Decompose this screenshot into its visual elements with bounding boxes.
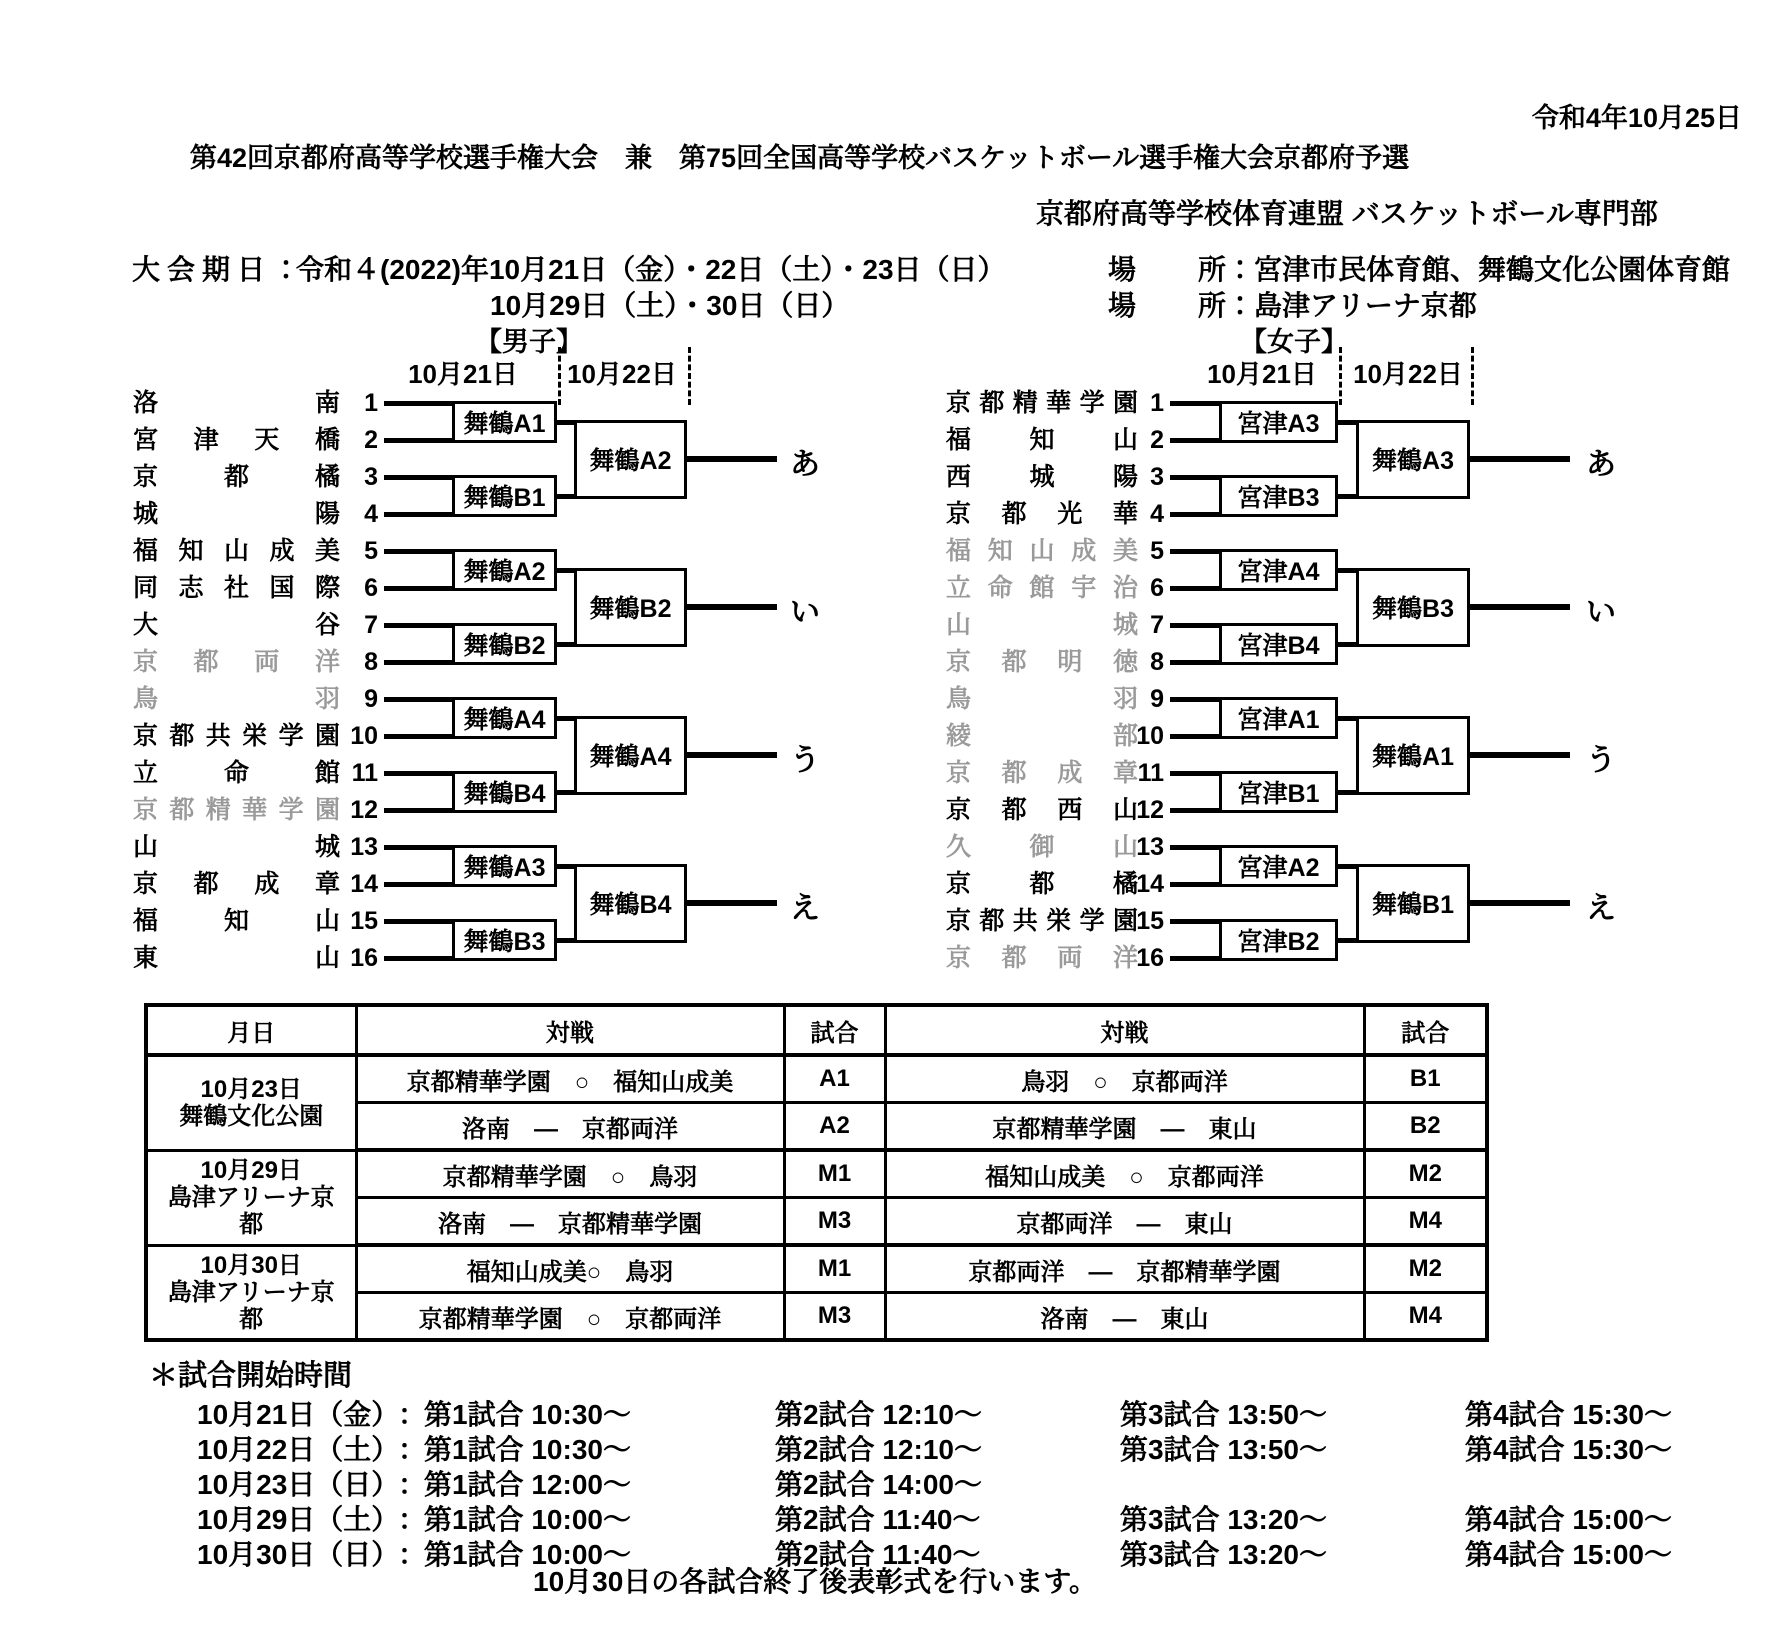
document-date: 令和4年10月25日 <box>1531 103 1742 133</box>
table-header-cell: 対戦 <box>885 1005 1364 1055</box>
round-date-header-2: 10月22日 <box>1353 359 1463 389</box>
round1-game-label: 宮津B4 <box>1237 632 1320 660</box>
round1-game-label: 舞鶴A2 <box>463 558 546 586</box>
time-entry: 第2試合 12:10～ <box>775 1434 982 1465</box>
round1-game-box <box>1219 845 1338 887</box>
time-date: 10月22日（土） <box>197 1434 400 1465</box>
round2-game-box <box>574 420 687 499</box>
round1-game-label: 宮津A1 <box>1237 706 1320 734</box>
team-name: 京 都 明 徳 <box>946 648 1138 676</box>
round-date-header-2: 10月22日 <box>567 359 677 389</box>
schedule-table <box>144 1003 1489 1342</box>
time-separator: ： <box>398 1399 427 1430</box>
team-seed: 7 <box>1150 611 1164 639</box>
time-entry: 第1試合 10:00～ <box>424 1539 631 1570</box>
time-entry: 第4試合 15:00～ <box>1465 1504 1672 1535</box>
final-slot-label: え <box>790 891 820 925</box>
round1-game-box <box>1219 623 1338 665</box>
table-header-cell: 試合 <box>784 1005 885 1055</box>
table-header-cell: 月日 <box>146 1005 356 1055</box>
team-name: 京 都 橘 <box>946 870 1138 898</box>
time-date: 10月21日（金） <box>197 1399 400 1430</box>
match-cell: 福知山成美○ 鳥羽 <box>356 1245 784 1293</box>
round1-game-box <box>452 401 557 443</box>
final-slot-label: い <box>790 595 820 629</box>
time-entry: 第2試合 12:10～ <box>775 1399 982 1430</box>
team-seed: 13 <box>350 833 378 861</box>
team-name: 東 山 <box>133 944 340 972</box>
team-name: 立 命 館 <box>133 759 340 787</box>
team-name: 京 都 共 栄 学 園 <box>133 722 340 750</box>
table-header-cell: 試合 <box>1364 1005 1487 1055</box>
round2-game-label: 舞鶴B3 <box>1372 595 1454 623</box>
round1-game-box <box>1219 771 1338 813</box>
round2-game-label: 舞鶴B4 <box>589 891 672 919</box>
round1-game-label: 宮津B3 <box>1237 484 1320 512</box>
team-seed: 15 <box>350 907 378 935</box>
round1-game-label: 舞鶴A1 <box>463 410 546 438</box>
round1-game-label: 舞鶴B2 <box>463 632 546 660</box>
table-row <box>146 1245 1487 1293</box>
table-header-cell: 対戦 <box>356 1005 784 1055</box>
match-cell: 京都精華学園 ○ 福知山成美 <box>356 1055 784 1103</box>
game-code-cell: M2 <box>1364 1150 1487 1198</box>
round1-game-label: 宮津B2 <box>1237 928 1320 956</box>
column-divider <box>558 347 561 405</box>
final-line <box>1470 456 1570 462</box>
team-seed: 10 <box>1136 722 1164 750</box>
match-cell: 洛南 ― 京都両洋 <box>356 1103 784 1151</box>
schedule-label: 大会期日： <box>132 254 308 285</box>
round2-game-label: 舞鶴A2 <box>589 447 672 475</box>
team-seed: 11 <box>1137 759 1164 787</box>
round1-game-label: 宮津A4 <box>1237 558 1320 586</box>
team-seed: 15 <box>1136 907 1164 935</box>
final-slot-label: あ <box>1586 447 1616 481</box>
round1-game-label: 舞鶴B4 <box>463 780 546 808</box>
schedule-dates-1: 令和４(2022)年10月21日（金）・22日（土）・23日（日） <box>296 254 1006 285</box>
team-seed: 2 <box>364 426 378 454</box>
team-name: 城 陽 <box>133 500 340 528</box>
round1-game-box <box>1219 475 1338 517</box>
time-entry: 第1試合 10:30～ <box>424 1399 631 1430</box>
round1-game-box <box>452 697 557 739</box>
game-code-cell: M4 <box>1364 1198 1487 1246</box>
round2-game-box <box>1356 716 1470 795</box>
match-cell: 京都精華学園 ○ 京都両洋 <box>356 1293 784 1341</box>
bracket-title: 【女子】 <box>1240 327 1348 357</box>
game-code-cell: A1 <box>784 1055 885 1103</box>
round2-game-box <box>1356 568 1470 647</box>
team-seed: 1 <box>1150 389 1164 417</box>
round1-game-label: 舞鶴A4 <box>463 706 546 734</box>
team-name: 宮 津 天 橋 <box>133 426 340 454</box>
final-slot-label: い <box>1586 595 1616 629</box>
round2-game-label: 舞鶴A1 <box>1372 743 1454 771</box>
team-name: 京 都 両 洋 <box>133 648 340 676</box>
organization: 京都府高等学校体育連盟 バスケットボール専門部 <box>1036 198 1658 229</box>
final-line <box>1470 604 1570 610</box>
team-seed: 13 <box>1136 833 1164 861</box>
team-seed: 3 <box>1150 463 1164 491</box>
final-line <box>1470 752 1570 758</box>
table-row <box>146 1150 1487 1198</box>
team-name: 同 志 社 国 際 <box>133 574 340 602</box>
team-name: 京 都 精 華 学 園 <box>946 389 1138 417</box>
venue-1: 所：宮津市民体育館、舞鶴文化公園体育館 <box>1198 254 1731 285</box>
team-seed: 5 <box>364 537 378 565</box>
final-slot-label: あ <box>790 447 820 481</box>
team-name: 京 都 共 栄 学 園 <box>946 907 1138 935</box>
bracket-title: 【男子】 <box>475 327 583 357</box>
time-entry: 第4試合 15:30～ <box>1465 1399 1672 1430</box>
game-code-cell: M4 <box>1364 1293 1487 1341</box>
team-name: 福 知 山 <box>946 426 1138 454</box>
game-code-cell: B2 <box>1364 1103 1487 1151</box>
round2-game-box <box>574 716 687 795</box>
team-seed: 10 <box>350 722 378 750</box>
time-entry: 第1試合 10:00～ <box>424 1504 631 1535</box>
game-code-cell: M1 <box>784 1245 885 1293</box>
team-name: 京 都 光 華 <box>946 500 1138 528</box>
time-entry: 第3試合 13:50～ <box>1120 1434 1327 1465</box>
final-line <box>687 900 777 906</box>
team-seed: 9 <box>1150 685 1164 713</box>
round2-game-box <box>1356 420 1470 499</box>
round-date-header-1: 10月21日 <box>408 359 518 389</box>
time-entry: 第4試合 15:00～ <box>1465 1539 1672 1570</box>
round2-game-label: 舞鶴A3 <box>1372 447 1454 475</box>
team-name: 大 谷 <box>133 611 340 639</box>
match-cell: 京都両洋 ― 東山 <box>885 1198 1364 1246</box>
team-seed: 3 <box>364 463 378 491</box>
team-seed: 14 <box>350 870 378 898</box>
round1-game-box <box>452 475 557 517</box>
page-title: 第42回京都府高等学校選手権大会 兼 第75回全国高等学校バスケットボール選手権大会京都府予選 <box>190 143 1410 173</box>
team-name: 綾 部 <box>946 722 1138 750</box>
match-cell: 京都精華学園 ― 東山 <box>885 1103 1364 1151</box>
game-code-cell: A2 <box>784 1103 885 1151</box>
final-line <box>1470 900 1570 906</box>
round2-game-label: 舞鶴A4 <box>589 743 672 771</box>
round1-game-label: 宮津A3 <box>1237 410 1320 438</box>
round1-game-box <box>1219 919 1338 961</box>
match-cell: 洛南 ― 京都精華学園 <box>356 1198 784 1246</box>
venue-label-2: 場 <box>1108 290 1137 321</box>
final-slot-label: え <box>1586 891 1616 925</box>
table-row <box>146 1055 1487 1103</box>
game-code-cell: B1 <box>1364 1055 1487 1103</box>
column-divider <box>1471 347 1474 405</box>
date-venue-cell: 10月29日 島津アリーナ京 都 <box>146 1150 356 1245</box>
round1-game-box <box>452 845 557 887</box>
team-name: 洛 南 <box>133 389 340 417</box>
team-name: 福 知 山 成 美 <box>946 537 1138 565</box>
team-seed: 6 <box>1150 574 1164 602</box>
round1-game-label: 舞鶴A3 <box>463 854 546 882</box>
column-divider <box>688 347 691 405</box>
round1-game-box <box>1219 401 1338 443</box>
game-code-cell: M2 <box>1364 1245 1487 1293</box>
team-seed: 16 <box>350 944 378 972</box>
round1-game-label: 宮津A2 <box>1237 854 1320 882</box>
team-seed: 2 <box>1150 426 1164 454</box>
team-seed: 7 <box>364 611 378 639</box>
round2-game-label: 舞鶴B2 <box>589 595 672 623</box>
team-seed: 4 <box>1150 500 1164 528</box>
team-seed: 14 <box>1136 870 1164 898</box>
final-line <box>687 752 777 758</box>
time-entry: 第2試合 11:40～ <box>775 1504 981 1535</box>
date-venue-cell: 10月30日 島津アリーナ京 都 <box>146 1245 356 1340</box>
round1-game-box <box>452 919 557 961</box>
team-name: 鳥 羽 <box>133 685 340 713</box>
team-seed: 4 <box>364 500 378 528</box>
team-seed: 8 <box>364 648 378 676</box>
team-name: 山 城 <box>133 833 340 861</box>
time-entry: 第3試合 13:50～ <box>1120 1399 1327 1430</box>
time-date: 10月30日（日） <box>197 1539 400 1570</box>
final-slot-label: う <box>1586 743 1616 777</box>
team-name: 京 都 成 章 <box>133 870 340 898</box>
team-name: 京 都 橘 <box>133 463 340 491</box>
match-cell: 福知山成美 ○ 京都両洋 <box>885 1150 1364 1198</box>
team-name: 福 知 山 <box>133 907 340 935</box>
round1-game-box <box>452 771 557 813</box>
round2-game-box <box>1356 864 1470 943</box>
round2-game-label: 舞鶴B1 <box>1372 891 1454 919</box>
game-code-cell: M1 <box>784 1150 885 1198</box>
match-cell: 鳥羽 ○ 京都両洋 <box>885 1055 1364 1103</box>
team-seed: 1 <box>364 389 378 417</box>
venue-2: 所：島津アリーナ京都 <box>1198 290 1477 321</box>
venue-label-1: 場 <box>1108 254 1137 285</box>
team-seed: 8 <box>1150 648 1164 676</box>
game-code-cell: M3 <box>784 1198 885 1246</box>
round1-game-label: 舞鶴B3 <box>463 928 546 956</box>
final-line <box>687 456 777 462</box>
time-entry: 第2試合 14:00～ <box>775 1469 982 1500</box>
team-name: 鳥 羽 <box>946 685 1138 713</box>
time-date: 10月23日（日） <box>197 1469 400 1500</box>
time-entry: 第1試合 12:00～ <box>424 1469 631 1500</box>
round1-game-box <box>452 623 557 665</box>
round1-game-box <box>1219 549 1338 591</box>
time-separator: ： <box>398 1469 427 1500</box>
time-separator: ： <box>398 1504 427 1535</box>
team-name: 西 城 陽 <box>946 463 1138 491</box>
column-divider <box>1339 347 1342 405</box>
team-seed: 6 <box>364 574 378 602</box>
round2-game-box <box>574 864 687 943</box>
team-seed: 16 <box>1136 944 1164 972</box>
team-name: 京 都 成 章 <box>946 759 1138 787</box>
game-code-cell: M3 <box>784 1293 885 1341</box>
round1-game-label: 宮津B1 <box>1237 780 1320 808</box>
time-entry: 第3試合 13:20～ <box>1120 1504 1327 1535</box>
team-seed: 5 <box>1150 537 1164 565</box>
final-slot-label: う <box>790 743 820 777</box>
team-seed: 12 <box>350 796 378 824</box>
team-seed: 11 <box>351 759 378 787</box>
team-name: 京 都 精 華 学 園 <box>133 796 340 824</box>
schedule-dates-2: 10月29日（土）・30日（日） <box>490 290 850 321</box>
team-seed: 9 <box>364 685 378 713</box>
team-seed: 12 <box>1136 796 1164 824</box>
round1-game-box <box>1219 697 1338 739</box>
time-separator: ： <box>398 1434 427 1465</box>
time-entry: 第4試合 15:30～ <box>1465 1434 1672 1465</box>
team-name: 久 御 山 <box>946 833 1138 861</box>
match-cell: 京都精華学園 ○ 鳥羽 <box>356 1150 784 1198</box>
round1-game-box <box>452 549 557 591</box>
team-name: 立 命 館 宇 治 <box>946 574 1138 602</box>
time-entry: 第2試合 11:40～ <box>775 1539 981 1570</box>
time-entry: 第3試合 13:20～ <box>1120 1539 1327 1570</box>
times-heading: ＊試合開始時間 <box>149 1360 353 1392</box>
date-venue-cell: 10月23日 舞鶴文化公園 <box>146 1055 356 1150</box>
round1-game-label: 舞鶴B1 <box>463 484 546 512</box>
team-name: 京 都 西 山 <box>946 796 1138 824</box>
time-separator: ： <box>398 1539 427 1570</box>
round-date-header-1: 10月21日 <box>1207 359 1317 389</box>
award-note: 10月30日の各試合終了後表彰式を行います。 <box>533 1566 1098 1597</box>
time-date: 10月29日（土） <box>197 1504 400 1535</box>
team-name: 京 都 両 洋 <box>946 944 1138 972</box>
time-entry: 第1試合 10:30～ <box>424 1434 631 1465</box>
final-line <box>687 604 777 610</box>
team-name: 福 知 山 成 美 <box>133 537 340 565</box>
match-cell: 洛南 ― 東山 <box>885 1293 1364 1341</box>
team-name: 山 城 <box>946 611 1138 639</box>
round2-game-box <box>574 568 687 647</box>
match-cell: 京都両洋 ― 京都精華学園 <box>885 1245 1364 1293</box>
